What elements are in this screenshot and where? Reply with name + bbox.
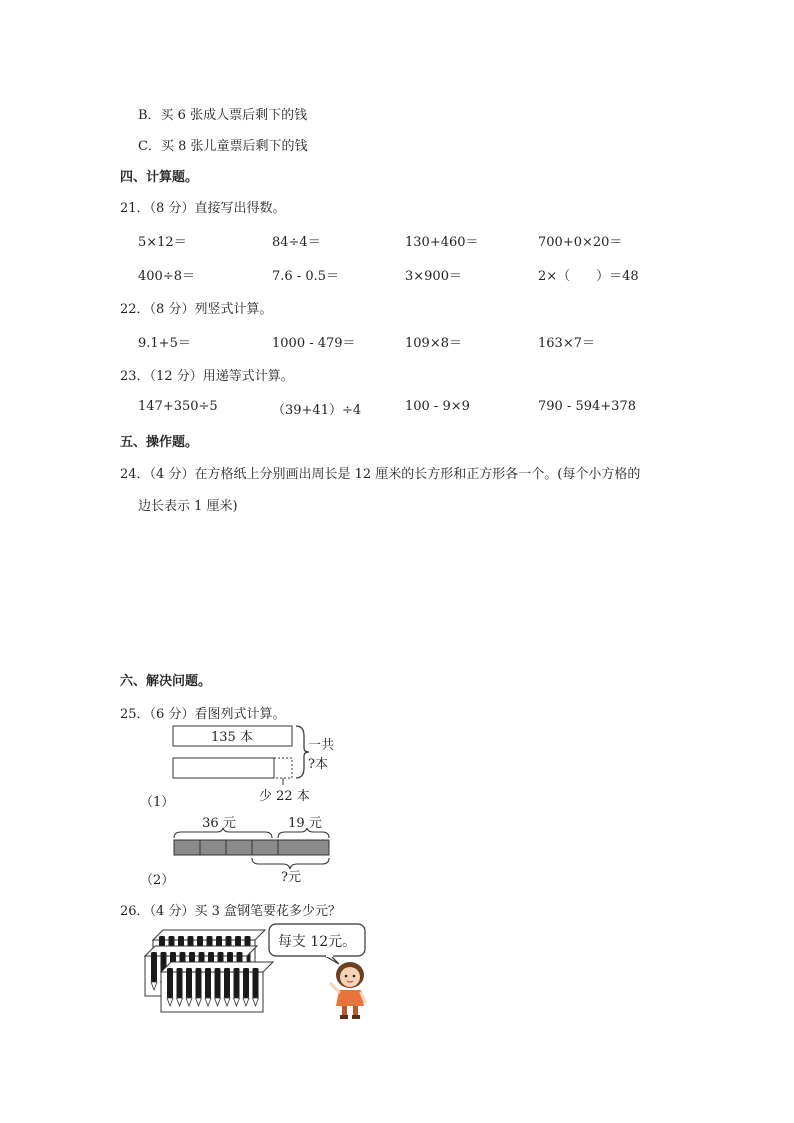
q21-item: 7.6 - 0.5＝ — [272, 269, 340, 284]
option-b: B．买 6 张成人票后剩下的钱 — [138, 108, 308, 123]
bottom-brace — [252, 858, 329, 869]
q25-diagram-1-label: （1） — [140, 795, 175, 810]
q22-item: 9.1+5＝ — [138, 336, 191, 351]
q21-item: 130+460＝ — [405, 235, 479, 250]
pen-icon — [215, 968, 221, 998]
brace-label-question: ?本 — [308, 757, 328, 772]
bar-unknown — [173, 758, 274, 778]
q21-item: 84÷4＝ — [272, 235, 321, 250]
q25-diagram-2-label: （2） — [140, 873, 175, 888]
total-label: ?元 — [281, 870, 301, 884]
q21-item: 5×12＝ — [138, 235, 187, 250]
section-5-title: 五、操作题。 — [120, 435, 199, 450]
q25-title: 25．（6 分）看图列式计算。 — [120, 707, 286, 722]
q21-item: 3×900＝ — [405, 269, 462, 284]
q23-item: （39+41）÷4 — [272, 403, 362, 418]
q21-title: 21．（8 分）直接写出得数。 — [120, 201, 286, 216]
bar-135-label: 135 本 — [211, 730, 253, 745]
pen-icon — [196, 968, 202, 998]
q22-item: 109×8＝ — [405, 336, 462, 351]
pen-icon — [224, 968, 230, 998]
girl-icon — [331, 962, 365, 1019]
option-c: C．买 8 张儿童票后剩下的钱 — [138, 139, 308, 154]
speech-bubble — [269, 924, 365, 964]
q22-title: 22．（8 分）列竖式计算。 — [120, 302, 273, 317]
top-brace-left — [174, 828, 272, 838]
right-value-label: 19 元 — [288, 816, 322, 831]
pen-box — [161, 962, 273, 1012]
q22-item: 1000 - 479＝ — [272, 336, 356, 351]
pen-icon — [205, 968, 211, 998]
q23-item: 100 - 9×9 — [405, 399, 470, 414]
pen-box-icon — [145, 930, 273, 1012]
pen-icon — [234, 968, 240, 998]
pen-icon — [243, 968, 249, 998]
q21-item: 700+0×20＝ — [538, 235, 623, 250]
pen-icon — [253, 968, 259, 998]
q23-title: 23．（12 分）用递等式计算。 — [120, 369, 294, 384]
pen-icon — [177, 968, 183, 998]
pen-icon — [167, 968, 173, 998]
q24-line-1: 24．（4 分）在方格纸上分别画出周长是 12 厘米的长方形和正方形各一个。(每个小方格的 — [120, 467, 641, 482]
q21-item: 400÷8＝ — [138, 269, 195, 284]
pen-icon — [186, 968, 192, 998]
section-6-title: 六、解决问题。 — [120, 674, 212, 689]
section-4-title: 四、计算题。 — [120, 170, 199, 185]
speech-text: 每支 12元。 — [277, 934, 357, 950]
q23-item: 790 - 594+378 — [538, 399, 636, 414]
q23-item: 147+350÷5 — [138, 399, 218, 414]
q22-item: 163×7＝ — [538, 336, 595, 351]
q26-illustration — [135, 920, 375, 1025]
q21-item: 2×（ ）＝48 — [538, 269, 639, 284]
pen-icon — [151, 952, 157, 982]
q25-diagram-2 — [165, 812, 345, 884]
bar-dashed-part — [274, 758, 292, 778]
q26-title: 26．（4 分）买 3 盒钢笔要花多少元？ — [120, 904, 341, 919]
brace-label-total: 一共 — [308, 738, 335, 753]
left-value-label: 36 元 — [202, 816, 236, 831]
less-label: 少 22 本 — [259, 789, 310, 804]
q24-line-2: 边长表示 1 厘米) — [138, 499, 238, 514]
